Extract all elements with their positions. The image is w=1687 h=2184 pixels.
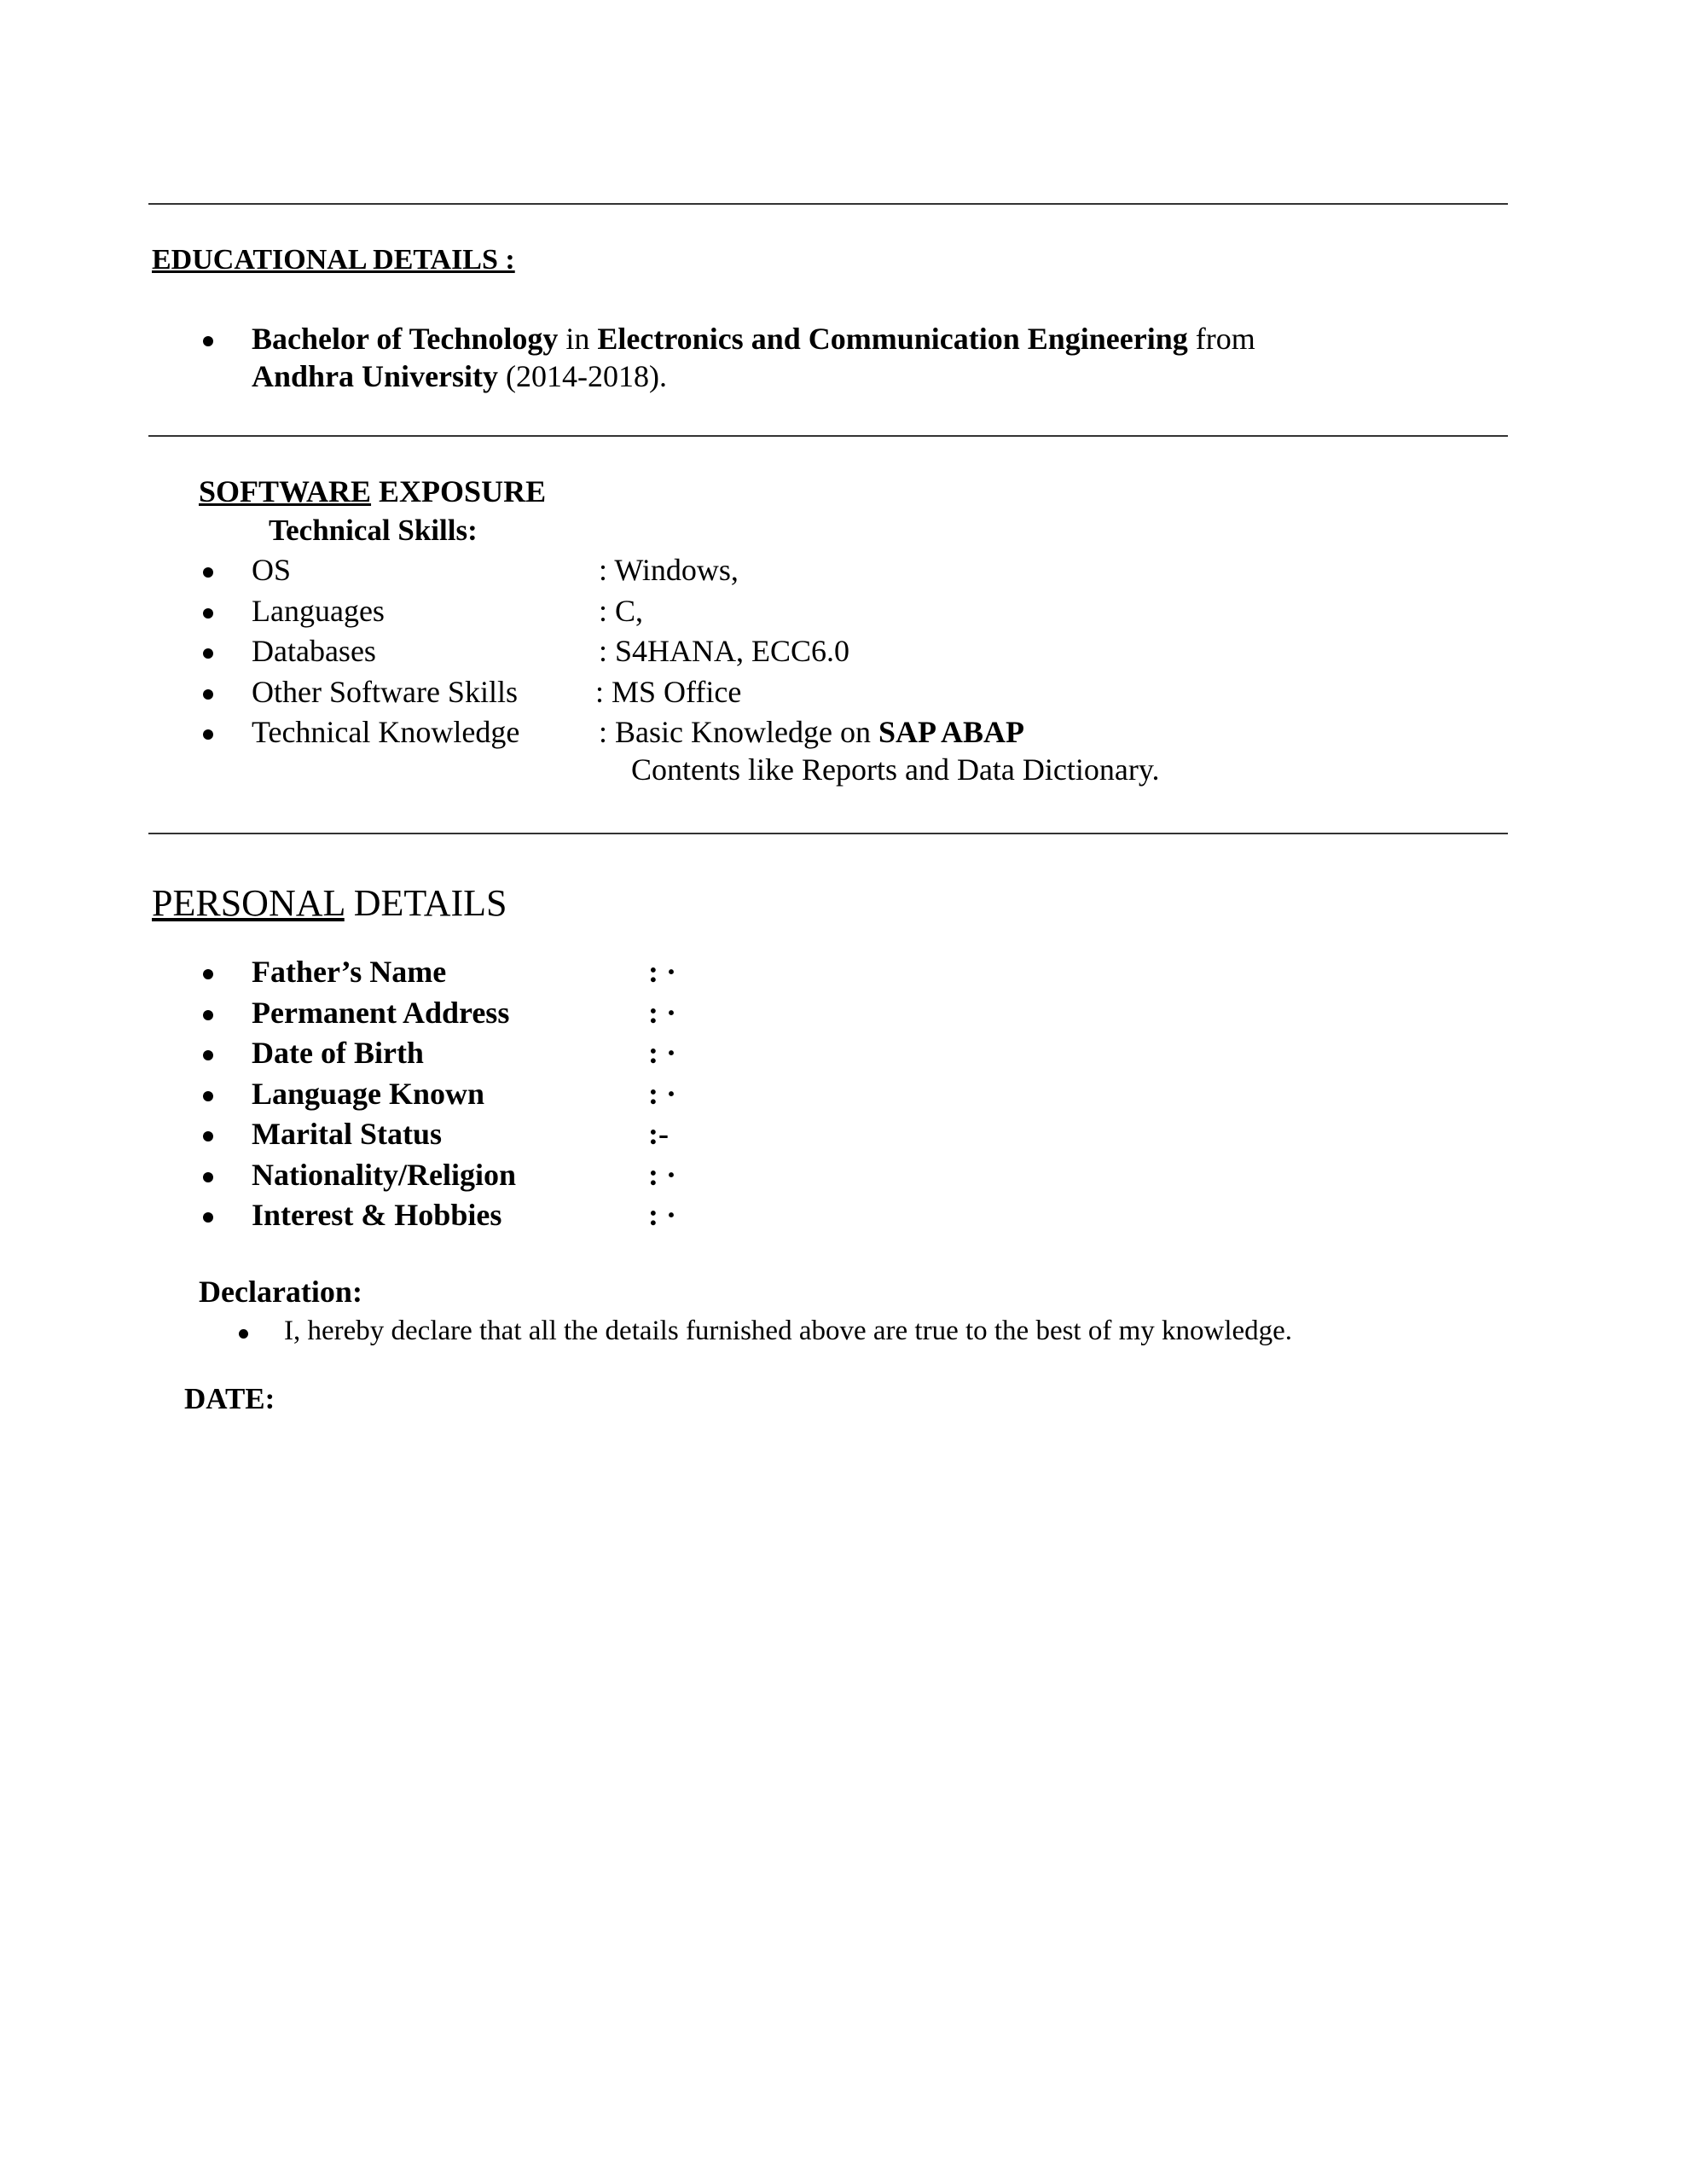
personal-bullet bbox=[203, 969, 213, 979]
skill-value: : MS Office bbox=[595, 675, 742, 709]
personal-label: Date of Birth bbox=[252, 1036, 424, 1070]
connector-in: in bbox=[558, 322, 598, 356]
personal-heading bbox=[152, 881, 507, 925]
personal-heading-underlined: PERSONAL bbox=[152, 882, 345, 924]
skill-value-emphasis: SAP ABAP bbox=[878, 715, 1024, 749]
divider-software bbox=[148, 833, 1508, 834]
skill-value: : C, bbox=[599, 594, 644, 628]
branch-name: Electronics and Communication Engineering bbox=[597, 322, 1188, 356]
education-heading: EDUCATIONAL DETAILS : bbox=[152, 244, 515, 276]
declaration-text: I, hereby declare that all the details furnished above are true to the best of my knowledge. bbox=[284, 1316, 1293, 1346]
skill-label: Technical Knowledge bbox=[252, 715, 520, 749]
skill-bullet bbox=[203, 729, 213, 740]
personal-value: : · bbox=[648, 1036, 676, 1070]
connector-from: from bbox=[1187, 322, 1255, 356]
skill-label: Other Software Skills bbox=[252, 675, 518, 709]
skill-value-text: : Basic Knowledge on bbox=[599, 715, 878, 749]
technical-skills-subheading: Technical Skills: bbox=[269, 514, 478, 547]
skill-bullet bbox=[203, 608, 213, 619]
personal-value: : · bbox=[648, 1077, 676, 1111]
education-line-1 bbox=[252, 321, 1255, 357]
personal-bullet bbox=[203, 1010, 213, 1020]
skill-value: : S4HANA, ECC6.0 bbox=[599, 634, 850, 668]
personal-bullet bbox=[203, 1091, 213, 1101]
skill-value bbox=[599, 714, 1024, 750]
personal-value: :- bbox=[648, 1117, 669, 1151]
personal-bullet bbox=[203, 1172, 213, 1182]
personal-label: Interest & Hobbies bbox=[252, 1198, 502, 1232]
personal-bullet bbox=[203, 1131, 213, 1141]
personal-bullet bbox=[203, 1050, 213, 1060]
degree-name: Bachelor of Technology bbox=[252, 322, 559, 356]
date-label: DATE: bbox=[184, 1382, 275, 1415]
education-bullet bbox=[203, 336, 213, 346]
personal-bullet bbox=[203, 1212, 213, 1223]
declaration-heading: Declaration: bbox=[199, 1275, 362, 1309]
skill-bullet bbox=[203, 567, 213, 578]
personal-heading-rest: DETAILS bbox=[344, 882, 507, 924]
divider-top bbox=[148, 203, 1508, 205]
personal-label: Marital Status bbox=[252, 1117, 442, 1151]
personal-label: Language Known bbox=[252, 1077, 485, 1111]
personal-value: : · bbox=[648, 955, 676, 989]
skill-label: OS bbox=[252, 553, 292, 587]
declaration-bullet bbox=[239, 1329, 248, 1339]
skill-label: Languages bbox=[252, 594, 385, 628]
personal-label: Father’s Name bbox=[252, 955, 447, 989]
education-years: (2014-2018). bbox=[498, 359, 667, 393]
software-heading bbox=[199, 473, 546, 509]
software-heading-underlined: SOFTWARE bbox=[199, 474, 372, 508]
skill-label: Databases bbox=[252, 634, 376, 668]
skill-bullet bbox=[203, 689, 213, 700]
personal-value: : · bbox=[648, 1158, 676, 1192]
divider-education bbox=[148, 435, 1508, 437]
personal-value: : · bbox=[648, 1198, 676, 1232]
personal-value: : · bbox=[648, 996, 676, 1030]
skill-value: : Windows, bbox=[599, 553, 739, 587]
education-line-2 bbox=[252, 358, 667, 394]
university-name: Andhra University bbox=[252, 359, 499, 393]
skill-bullet bbox=[203, 648, 213, 659]
personal-label: Permanent Address bbox=[252, 996, 510, 1030]
personal-label: Nationality/Religion bbox=[252, 1158, 517, 1192]
software-heading-rest: EXPOSURE bbox=[371, 474, 547, 508]
skill-value-continuation: Contents like Reports and Data Dictionary. bbox=[631, 752, 1160, 787]
